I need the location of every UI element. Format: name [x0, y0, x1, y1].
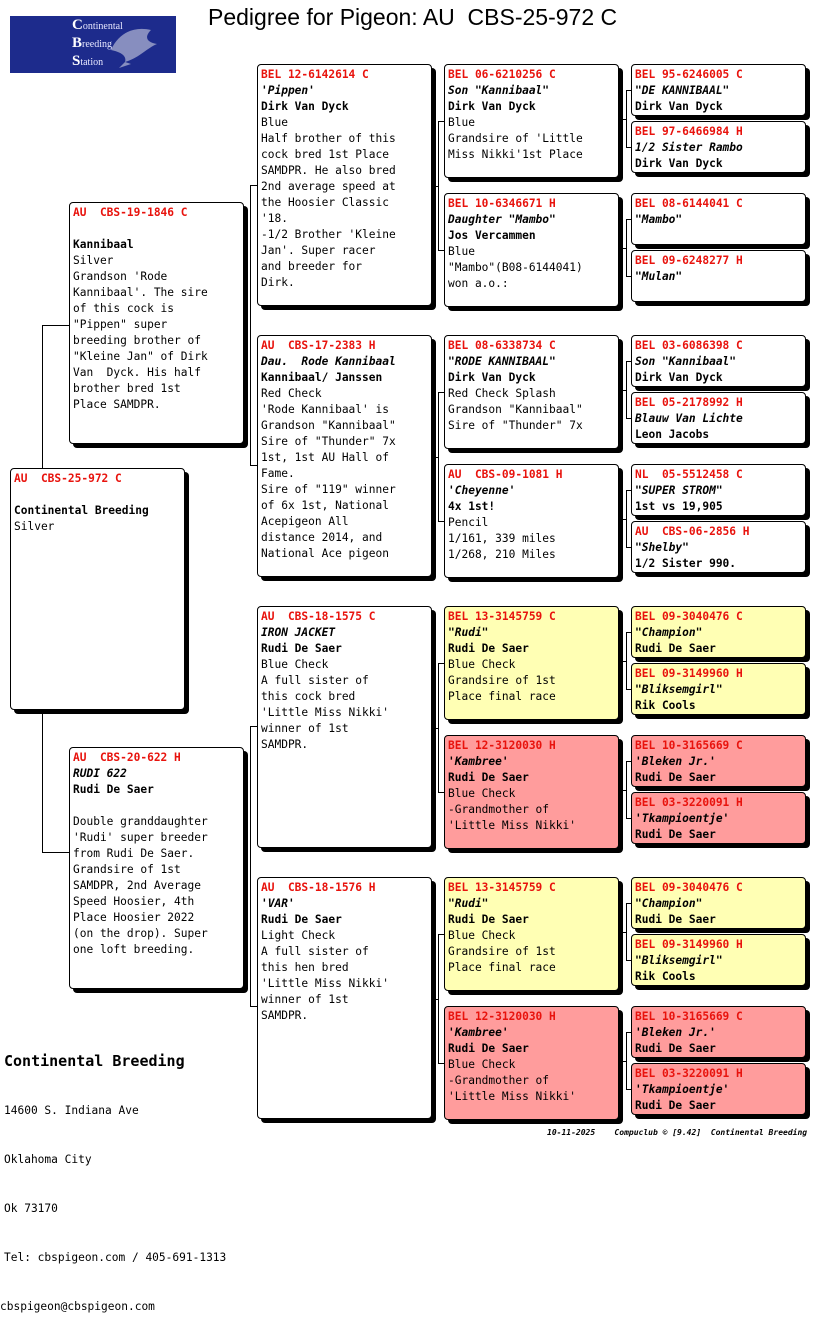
- note-line: 'Little Miss Nikki': [448, 819, 576, 832]
- note-line: 1/268, 210 Miles: [448, 548, 556, 561]
- note-line: Sire of "Thunder" 7x: [261, 435, 396, 448]
- ring-number: BEL 09-6248277 H: [635, 254, 743, 267]
- grandparent-card[interactable]: [257, 877, 432, 1119]
- note-line: '18.: [261, 212, 288, 225]
- note-line: Grandson 'Rode: [73, 270, 168, 283]
- note-line: Place final race: [448, 690, 556, 703]
- connector-line: [250, 465, 257, 466]
- phone-line: Tel: cbspigeon.com / 405-691-1313: [4, 1250, 227, 1264]
- address-line: 14600 S. Indiana Ave: [4, 1104, 139, 1118]
- connector-line: [626, 903, 627, 960]
- ring-number: BEL 09-3149960 H: [635, 667, 743, 680]
- note-line: Red Check: [261, 387, 322, 400]
- pigeon-name: 'Bleken Jr.': [635, 755, 716, 768]
- ring-number: BEL 10-3165669 C: [635, 1010, 743, 1023]
- note-line: Grandson "Kannibaal": [261, 419, 396, 432]
- breeder-line: Rudi De Saer: [261, 642, 342, 655]
- grandparent-card[interactable]: [257, 606, 432, 848]
- connector-line: [432, 728, 438, 729]
- note-line: Pencil: [448, 516, 489, 529]
- connector-line: [438, 934, 439, 1063]
- logo: Continental Breeding Station: [10, 16, 176, 73]
- breeder-line: Leon Jacobs: [635, 428, 710, 441]
- note-line: SAMDPR.: [261, 738, 309, 751]
- breeder-line: Dirk Van Dyck: [261, 100, 349, 113]
- grandparent-card[interactable]: [257, 335, 432, 577]
- connector-line: [438, 663, 439, 792]
- pigeon-name: Daughter "Mambo": [448, 213, 556, 226]
- pigeon-name: "Champion": [635, 626, 703, 639]
- ring-number: BEL 12-3120030 H: [448, 739, 556, 752]
- connector-line: [619, 519, 626, 520]
- city-line: Oklahoma City: [4, 1153, 92, 1167]
- note-line: (on the drop). Super: [73, 927, 208, 940]
- breeder-line: Rudi De Saer: [635, 771, 716, 784]
- connector-line: [432, 457, 438, 458]
- note-line: Kannibaal'. The sire: [73, 286, 208, 299]
- pigeon-name: 'Kambree': [448, 755, 509, 768]
- breeder-line: Continental Breeding: [14, 504, 149, 517]
- pigeon-name: "Bliksemgirl": [635, 954, 723, 967]
- ancestor-card[interactable]: [631, 735, 806, 787]
- note-line: from Rudi De Saer.: [73, 847, 195, 860]
- ring-number: BEL 12-3120030 H: [448, 1010, 556, 1023]
- note-line: Grandsire of 1st: [448, 945, 556, 958]
- breeder-line: Dirk Van Dyck: [635, 157, 723, 170]
- connector-line: [250, 726, 251, 866]
- ring-number: BEL 12-6142614 C: [261, 68, 369, 81]
- connector-line: [619, 248, 626, 249]
- pigeon-name: 1/2 Sister Rambo: [635, 141, 743, 154]
- breeder-line: Kannibaal: [73, 238, 134, 251]
- pigeon-name: Son "Kannibaal": [635, 355, 737, 368]
- ring-number: BEL 97-6466984 H: [635, 125, 743, 138]
- note-line: Place final race: [448, 961, 556, 974]
- breeder-line: Kannibaal/ Janssen: [261, 371, 383, 384]
- grandparent-card[interactable]: [257, 64, 432, 306]
- pigeon-name: "Mulan": [635, 270, 683, 283]
- note-line: 'Little Miss Nikki': [261, 977, 389, 990]
- note-line: [73, 798, 240, 814]
- note-line: Van Dyck. His half: [73, 366, 201, 379]
- ring-number: AU CBS-18-1575 C: [261, 610, 376, 623]
- ring-number: BEL 08-6144041 C: [635, 197, 743, 210]
- note-line: Blue Check: [448, 929, 516, 942]
- ancestor-card[interactable]: [631, 1063, 806, 1115]
- ring-number: AU CBS-20-622 H: [73, 751, 181, 764]
- note-line: Miss Nikki'1st Place: [448, 148, 583, 161]
- note-line: Blue: [448, 245, 475, 258]
- page-title: Pedigree for Pigeon: AU CBS-25-972 C: [208, 4, 618, 30]
- sire-card[interactable]: [69, 202, 244, 444]
- ring-number: BEL 09-3040476 C: [635, 610, 743, 623]
- note-line: Jan'. Super racer: [261, 244, 376, 257]
- note-line: Place Hoosier 2022: [73, 911, 195, 924]
- ancestor-card[interactable]: [631, 392, 806, 444]
- note-line: Dirk.: [261, 276, 295, 289]
- connector-line: [438, 392, 439, 521]
- note-line: Grandson "Kannibaal": [448, 403, 583, 416]
- connector-line: [42, 710, 43, 852]
- note-line: "Kleine Jan" of Dirk: [73, 350, 208, 363]
- ancestor-card[interactable]: [631, 464, 806, 516]
- connector-line: [626, 90, 627, 147]
- note-line: this cock bred: [261, 690, 356, 703]
- ring-number: BEL 08-6338734 C: [448, 339, 556, 352]
- breeder-line: Dirk Van Dyck: [448, 100, 536, 113]
- email-line: cbspigeon@cbspigeon.com: [0, 1299, 155, 1313]
- breeder-line: Dirk Van Dyck: [448, 371, 536, 384]
- connector-line: [626, 632, 627, 689]
- pigeon-name: "RODE KANNIBAAL": [448, 355, 556, 368]
- pigeon-name: "Shelby": [635, 541, 689, 554]
- great-grandparent-card[interactable]: [444, 606, 619, 720]
- note-line: Red Check Splash: [448, 387, 556, 400]
- connector-line: [432, 999, 438, 1000]
- ancestor-card[interactable]: [631, 521, 806, 573]
- note-line: Grandsire of 'Little: [448, 132, 583, 145]
- breeder-line: Rik Cools: [635, 699, 696, 712]
- note-line: winner of 1st: [261, 722, 349, 735]
- connector-line: [626, 219, 627, 276]
- breeder-line: Rudi De Saer: [261, 913, 342, 926]
- connector-line: [250, 325, 251, 465]
- breeder-line: 1st vs 19,905: [635, 500, 723, 513]
- ring-number: AU CBS-19-1846 C: [73, 206, 188, 219]
- connector-line: [250, 866, 251, 1006]
- note-line: -Grandmother of: [448, 803, 550, 816]
- ring-number: BEL 10-6346671 H: [448, 197, 556, 210]
- connector-line: [438, 121, 439, 250]
- ancestor-card[interactable]: [631, 934, 806, 986]
- note-line: breeding brother of: [73, 334, 201, 347]
- connector-line: [626, 1032, 627, 1089]
- pigeon-name: "Mambo": [635, 213, 683, 226]
- breeder-line: Rik Cools: [635, 970, 696, 983]
- note-line: Blue Check: [448, 1058, 516, 1071]
- ancestor-card[interactable]: [631, 606, 806, 658]
- ring-number: BEL 09-3149960 H: [635, 938, 743, 951]
- ring-number: BEL 13-3145759 C: [448, 610, 556, 623]
- ancestor-card[interactable]: [631, 335, 806, 387]
- connector-line: [619, 932, 626, 933]
- note-line: Acepigeon All: [261, 515, 349, 528]
- breeder-line: Rudi De Saer: [635, 913, 716, 926]
- note-line: one loft breeding.: [73, 943, 195, 956]
- breeder-line: Rudi De Saer: [448, 1042, 529, 1055]
- ancestor-card[interactable]: [631, 1006, 806, 1058]
- ring-number: BEL 09-3040476 C: [635, 881, 743, 894]
- note-line: Sire of "119" winner: [261, 483, 396, 496]
- breeder-line: Rudi De Saer: [73, 783, 154, 796]
- connector-line: [619, 1061, 626, 1062]
- connector-line: [250, 726, 257, 727]
- breeder-line: Rudi De Saer: [448, 913, 529, 926]
- ring-number: BEL 06-6210256 C: [448, 68, 556, 81]
- ring-number: AU CBS-06-2856 H: [635, 525, 750, 538]
- note-line: Blue Check: [261, 658, 329, 671]
- note-line: SAMDPR, 2nd Average: [73, 879, 201, 892]
- connector-line: [250, 1006, 257, 1007]
- great-grandparent-card[interactable]: [444, 464, 619, 578]
- zip-line: Ok 73170: [4, 1201, 58, 1215]
- note-line: "Pippen" super: [73, 318, 168, 331]
- note-line: 'Little Miss Nikki': [261, 706, 389, 719]
- note-line: distance 2014, and: [261, 531, 383, 544]
- note-line: 'Little Miss Nikki': [448, 1090, 576, 1103]
- pigeon-name: "SUPER STROM": [635, 484, 723, 497]
- note-line: -Grandmother of: [448, 1074, 550, 1087]
- note-line: [73, 221, 240, 237]
- pigeon-name: 'Tkampioentje': [635, 812, 730, 825]
- ring-number: AU CBS-18-1576 H: [261, 881, 376, 894]
- note-line: Blue Check: [448, 787, 516, 800]
- ring-number: BEL 10-3165669 C: [635, 739, 743, 752]
- great-grandparent-card[interactable]: [444, 64, 619, 178]
- ancestor-card[interactable]: [631, 877, 806, 929]
- breeder-line: Rudi De Saer: [448, 771, 529, 784]
- note-line: SAMDPR.: [261, 1009, 309, 1022]
- note-line: Fame.: [261, 467, 295, 480]
- note-line: 1/161, 339 miles: [448, 532, 556, 545]
- note-line: 2nd average speed at: [261, 180, 396, 193]
- subject-pigeon-card[interactable]: [10, 468, 185, 710]
- pigeon-name: Son "Kannibaal": [448, 84, 550, 97]
- connector-line: [626, 490, 627, 547]
- pigeon-name: IRON JACKET: [261, 626, 336, 639]
- pigeon-name: "Rudi": [448, 897, 489, 910]
- pigeon-name: Dau. Rode Kannibaal: [261, 355, 396, 368]
- breeder-line: Dirk Van Dyck: [635, 100, 723, 113]
- note-line: winner of 1st: [261, 993, 349, 1006]
- note-line: National Ace pigeon: [261, 547, 389, 560]
- pigeon-name: 'Tkampioentje': [635, 1083, 730, 1096]
- great-grandparent-card[interactable]: [444, 335, 619, 449]
- connector-line: [619, 390, 626, 391]
- note-line: won a.o.:: [448, 277, 509, 290]
- connector-line: [250, 185, 251, 325]
- breeder-line: Rudi De Saer: [635, 1099, 716, 1112]
- connector-line: [42, 852, 69, 853]
- pigeon-name: Blauw Van Lichte: [635, 412, 743, 425]
- great-grandparent-card[interactable]: [444, 735, 619, 849]
- print-stamp: 10-11-2025 Compuclub © [9.42] Continental Breeding: [547, 1128, 808, 1137]
- note-line: Half brother of this: [261, 132, 396, 145]
- connector-line: [432, 186, 438, 187]
- breeder-contact: [0, 1018, 227, 1331]
- connector-line: [619, 119, 626, 120]
- note-line: 'Rode Kannibaal' is: [261, 403, 389, 416]
- connector-line: [626, 761, 627, 818]
- connector-line: [626, 361, 627, 418]
- pigeon-name: "Bliksemgirl": [635, 683, 723, 696]
- note-line: Blue: [261, 116, 288, 129]
- breeder-line: Rudi De Saer: [635, 1042, 716, 1055]
- note-line: 1st, 1st AU Hall of: [261, 451, 389, 464]
- pigeon-name: "DE KANNIBAAL": [635, 84, 730, 97]
- note-line: the Hoosier Classic: [261, 196, 389, 209]
- breeder-line: Dirk Van Dyck: [635, 371, 723, 384]
- ring-number: BEL 05-2178992 H: [635, 396, 743, 409]
- note-line: Speed Hoosier, 4th: [73, 895, 195, 908]
- ancestor-card[interactable]: [631, 121, 806, 173]
- note-line: A full sister of: [261, 945, 369, 958]
- pigeon-name: 'Bleken Jr.': [635, 1026, 716, 1039]
- ancestor-card[interactable]: [631, 193, 806, 245]
- breeder-line: Rudi De Saer: [635, 828, 716, 841]
- note-line: Sire of "Thunder" 7x: [448, 419, 583, 432]
- pigeon-name: RUDI 622: [73, 767, 127, 780]
- note-line: A full sister of: [261, 674, 369, 687]
- ring-number: BEL 95-6246005 C: [635, 68, 743, 81]
- note-line: Blue: [448, 116, 475, 129]
- breeder-name: Continental Breeding: [4, 1051, 185, 1070]
- ring-number: NL 05-5512458 C: [635, 468, 743, 481]
- note-line: Grandsire of 1st: [448, 674, 556, 687]
- breeder-line: 1/2 Sister 990.: [635, 557, 737, 570]
- connector-line: [42, 325, 69, 326]
- ring-number: AU CBS-17-2383 H: [261, 339, 376, 352]
- note-line: 'Rudi' super breeder: [73, 831, 208, 844]
- note-line: "Mambo"(B08-6144041): [448, 261, 583, 274]
- ring-number: BEL 03-3220091 H: [635, 1067, 743, 1080]
- note-line: Light Check: [261, 929, 336, 942]
- ring-number: BEL 13-3145759 C: [448, 881, 556, 894]
- note-line: of 6x 1st, National: [261, 499, 389, 512]
- pigeon-name: 'Kambree': [448, 1026, 509, 1039]
- note-line: of this cock is: [73, 302, 175, 315]
- note-line: cock bred 1st Place: [261, 148, 389, 161]
- ancestor-card[interactable]: [631, 64, 806, 116]
- connector-line: [619, 661, 626, 662]
- pigeon-name: "Champion": [635, 897, 703, 910]
- note-line: -1/2 Brother 'Kleine: [261, 228, 396, 241]
- connector-line: [250, 185, 257, 186]
- breeder-line: 4x 1st!: [448, 500, 496, 513]
- note-line: SAMDPR. He also bred: [261, 164, 396, 177]
- ancestor-card[interactable]: [631, 250, 806, 302]
- note-line: Silver: [73, 254, 114, 267]
- note-line: Blue Check: [448, 658, 516, 671]
- note-line: [14, 487, 181, 503]
- great-grandparent-card[interactable]: [444, 1006, 619, 1120]
- ring-number: AU CBS-25-972 C: [14, 472, 122, 485]
- pigeon-name: "Rudi": [448, 626, 489, 639]
- great-grandparent-card[interactable]: [444, 877, 619, 991]
- pigeon-name: 'Cheyenne': [448, 484, 516, 497]
- great-grandparent-card[interactable]: [444, 193, 619, 307]
- breeder-line: Rudi De Saer: [635, 642, 716, 655]
- connector-line: [42, 325, 43, 468]
- note-line: and breeder for: [261, 260, 363, 273]
- note-line: Place SAMDPR.: [73, 398, 161, 411]
- note-line: Grandsire of 1st: [73, 863, 181, 876]
- ring-number: AU CBS-09-1081 H: [448, 468, 563, 481]
- note-line: Silver: [14, 520, 55, 533]
- breeder-line: Jos Vercammen: [448, 229, 536, 242]
- pigeon-name: 'Pippen': [261, 84, 315, 97]
- connector-line: [619, 790, 626, 791]
- breeder-line: Rudi De Saer: [448, 642, 529, 655]
- ancestor-card[interactable]: [631, 792, 806, 844]
- ring-number: BEL 03-3220091 H: [635, 796, 743, 809]
- note-line: brother bred 1st: [73, 382, 181, 395]
- note-line: this hen bred: [261, 961, 349, 974]
- ancestor-card[interactable]: [631, 663, 806, 715]
- ring-number: BEL 03-6086398 C: [635, 339, 743, 352]
- dam-card[interactable]: [69, 747, 244, 989]
- pigeon-name: 'VAR': [261, 897, 295, 910]
- note-line: Double granddaughter: [73, 815, 208, 828]
